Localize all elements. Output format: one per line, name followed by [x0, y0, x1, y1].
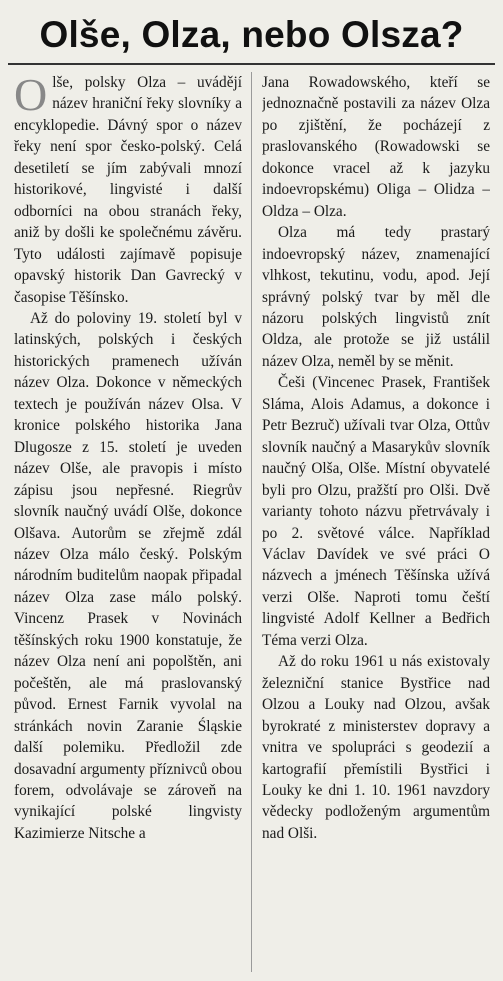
paragraph-1	[14, 72, 242, 308]
left-column	[14, 72, 242, 972]
paragraph-2: Až do poloviny 19. století byl v latinských, polských i českých historických pramenech užíván název Olza. Dokonce v německých textech je používán název Olsa. V kronice polského historika Jana Dlugosze z 15. století je uveden název Olše, ale pravopis i místo zápisu jsou nepřesné. Riegrův slovník naučný uvádí Olše, dokonce Olšava. Autorům se zřejmě zdál název Olza málo český. Polským národním buditelům naopak připadal název Olza zase málo polský. Vincenz Prasek v Novinách těšínských roku 1900 konstatuje, že název Olza není ani popolštěn, ani počeštěn, ale má praslovanský původ. Ernest Farnik vyvolal na stránkách novin Zaranie Śląskie další polemiku. Předložil zde dosavadní argumenty příznivců obou forem, odvolávaje se zároveň na vynikající polské lingvisty Kazimierze Nitsche a	[14, 309, 242, 842]
paragraph-1-text: lše, polsky Olza – uvádějí název hraniční řeky slovníky a encyklopedie. Dávný spor o název řeky není spor česko-polský. Celá desetiletí se jím zabývali mnozí historikové, lingvisté i další odborníci na obou stranách řeky, aniž by došli ke společnému závěru. Tyto události zajímavě popisuje opavský historik Dan Gavrecký v časopise Těšínsko.	[14, 74, 242, 306]
right-column	[262, 72, 490, 972]
paragraph-5: Až do roku 1961 u nás existovaly železniční stanice Bystřice nad Olzou a Louky nad Olzou, avšak byrokraté z ministerstev dopravy a vnitra ve spolupráci s geodezií a kartografií přemístili Bystřici i Louky ke dni 1. 10. 1961 navzdory vědecky podloženým argumentům nad Olši.	[262, 653, 490, 842]
paragraph-2-continued: Jana Rowadowského, kteří se jednoznačně postavili za název Olza po zjištění, že pocházejí z praslovanského (Rowadowski se dokonce vracel až k jazyku indoevropskému) Oliga – Olidza – Oldza – Olza.	[262, 74, 490, 220]
title-rule	[8, 63, 495, 65]
paragraph-4: Češi (Vincenec Prasek, František Sláma, Alois Adamus, a dokonce i Petr Bezruč) užívali tvar Olza, Ottův slovník naučný a Masarykův slovník naučný Olša, Olše. Místní obyvatelé byli pro Olzu, pražští pro Olši. Dvě varianty tohoto názvu přetrvávaly i po 2. světové válce. Například Václav Davídek ve své práci O názvech a jménech Těšínska užívá verzi Olše. Naproti tomu čeští lingvisté Adolf Kellner a Bedřich Téma verzi Olza.	[262, 374, 490, 649]
paragraph-3: Olza má tedy prastarý indoevropský název, znamenající vlhkost, tekutinu, vodu, apod. Její správný polský tvar by měl dle názoru polských lingvistů znít Oldza, ale protože se již ustálil název Olza, neměl by se měnit.	[262, 224, 490, 370]
column-divider	[251, 72, 252, 972]
drop-cap: O	[14, 72, 48, 120]
article-title: Olše, Olza, nebo Olsza?	[39, 14, 464, 55]
